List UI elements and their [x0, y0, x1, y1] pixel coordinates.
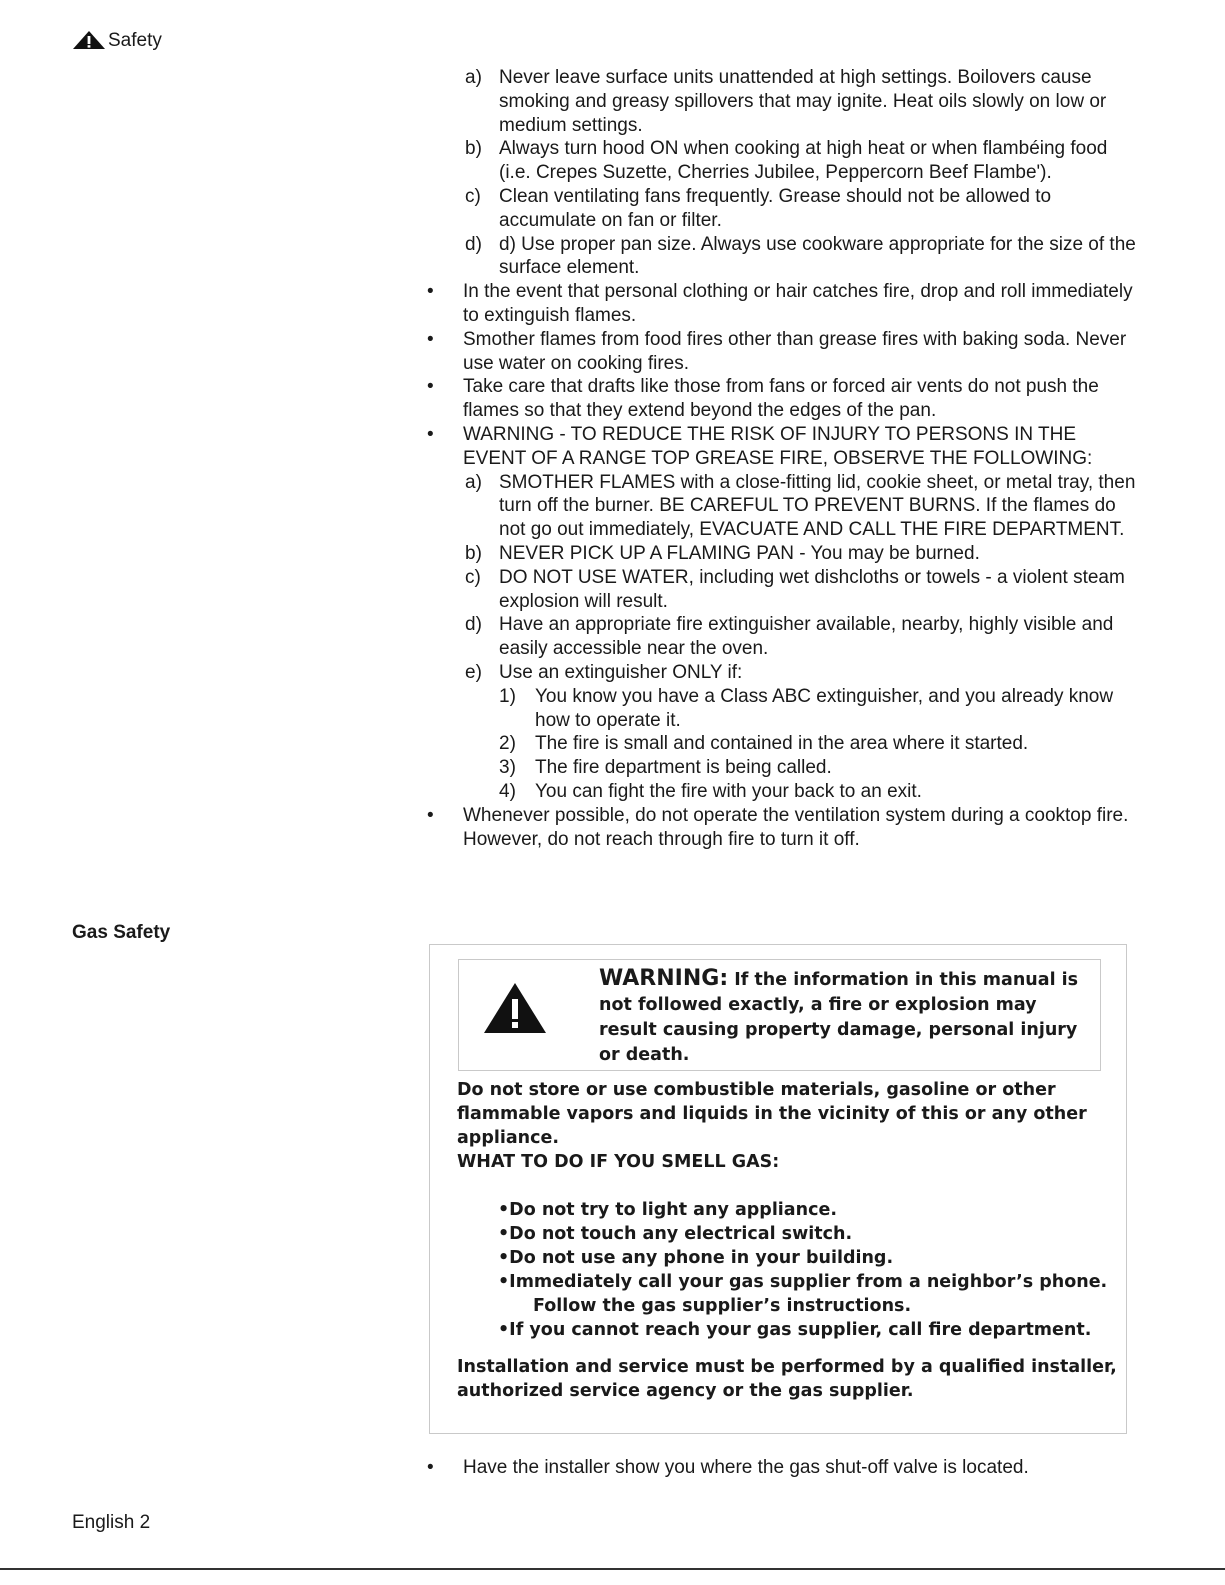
page-header-title: Safety	[108, 30, 162, 51]
bullet-item	[423, 375, 1143, 423]
warning-triangle-icon	[483, 982, 547, 1034]
gas-warning-box	[429, 944, 1127, 1434]
list-item: •Immediately call your gas supplier from a neighbor’s phone.	[498, 1272, 1108, 1292]
list-item	[423, 66, 1143, 137]
item-marker: 4)	[499, 780, 516, 802]
bullet-item	[423, 280, 1143, 328]
bullet-marker: •	[427, 423, 434, 445]
page-footer: English 2	[72, 1512, 151, 1533]
list-item: •Do not touch any electrical switch.	[498, 1224, 853, 1244]
list-item	[423, 137, 1143, 185]
page-bottom-rule	[0, 1568, 1225, 1570]
list-item	[423, 185, 1143, 233]
list-item: •If you cannot reach your gas supplier, call fire department.	[498, 1320, 1092, 1340]
item-marker: b)	[465, 542, 482, 564]
warning-body: If the information in this manual is not followed exactly, a fire or explosion may result causing property damage, personal injury or death.	[599, 970, 1079, 1065]
item-marker: c)	[465, 185, 481, 207]
bullet-text: Whenever possible, do not operate the ventilation system during a cooktop fire. However, do not reach through fire to turn it off.	[463, 804, 1129, 850]
safety-list	[423, 66, 1143, 851]
bullet-text: WARNING - TO REDUCE THE RISK OF INJURY TO PERSONS IN THE EVENT OF A RANGE TOP GREASE FIRE, OBSERVE THE FOLLOWING:	[463, 423, 1093, 469]
bullet-marker: •	[427, 1457, 434, 1478]
numbered-item	[423, 685, 1143, 733]
list-item: •Do not try to light any appliance.	[498, 1200, 837, 1220]
warning-label: WARNING:	[599, 966, 729, 991]
item-text: Never leave surface units unattended at high settings. Boilovers cause smoking and greasy spillovers that may ignite. Heat oils slowly on low or medium settings.	[499, 67, 1107, 136]
item-marker: 3)	[499, 757, 516, 779]
bullet-item	[423, 328, 1143, 376]
item-marker: 2)	[499, 733, 516, 755]
item-marker: a)	[465, 471, 482, 493]
list-item	[423, 613, 1143, 661]
smell-gas-heading: WHAT TO DO IF YOU SMELL GAS:	[457, 1152, 780, 1172]
item-text: SMOTHER FLAMES with a close-fitting lid, cookie sheet, or metal tray, then turn off the burner. BE CAREFUL TO PREVENT BURNS. If the flames do not go out immediately, EVACUATE AND CALL THE FIRE DEPARTMENT.	[499, 471, 1136, 541]
page-header	[72, 30, 162, 50]
list-item	[423, 542, 1143, 566]
warning-callout	[458, 959, 1101, 1071]
item-text: The fire is small and contained in the area where it started.	[535, 733, 1029, 755]
section-heading-gas-safety: Gas Safety	[72, 922, 171, 943]
numbered-item	[423, 780, 1143, 804]
list-item	[423, 661, 1143, 685]
bullet-text: Smother flames from food fires other than grease fires with baking soda. Never use water on cooking fires.	[463, 328, 1127, 374]
item-text: DO NOT USE WATER, including wet dishcloths or towels - a violent steam explosion will result.	[499, 566, 1125, 612]
installation-notice: Installation and service must be performed by a qualified installer, authorized service agency or the gas supplier.	[457, 1357, 1117, 1401]
item-marker: b)	[465, 138, 482, 160]
item-text: Have an appropriate fire extinguisher available, nearby, highly visible and easily accessible near the oven.	[499, 614, 1114, 660]
item-marker: e)	[465, 661, 482, 683]
bullet-marker: •	[427, 281, 434, 303]
item-marker: d)	[465, 233, 482, 255]
warning-message	[599, 966, 1099, 1068]
bullet-item	[423, 1456, 1143, 1480]
bullet-text: Take care that drafts like those from fans or forced air vents do not push the flames so that they extend beyond the edges of the pan.	[463, 376, 1099, 422]
list-item: Follow the gas supplier’s instructions.	[533, 1296, 912, 1316]
bullet-text: In the event that personal clothing or hair catches fire, drop and roll immediately to extinguish flames.	[463, 281, 1133, 326]
numbered-item	[423, 732, 1143, 756]
list-item	[423, 471, 1143, 542]
numbered-item	[423, 756, 1143, 780]
item-text: You can fight the fire with your back to an exit.	[535, 780, 922, 802]
bullet-item	[423, 804, 1143, 852]
item-marker: 1)	[499, 685, 516, 707]
list-item	[423, 566, 1143, 614]
item-text: Clean ventilating fans frequently. Grease should not be allowed to accumulate on fan or filter.	[499, 185, 1052, 231]
list-item: •Do not use any phone in your building.	[498, 1248, 894, 1268]
item-text: Use an extinguisher ONLY if:	[499, 661, 743, 683]
warning-triangle-icon	[72, 30, 106, 50]
item-text: You know you have a Class ABC extinguisher, and you already know how to operate it.	[535, 685, 1114, 731]
item-marker: d)	[465, 614, 482, 636]
item-text: The fire department is being called.	[535, 757, 832, 779]
item-marker: a)	[465, 67, 482, 88]
item-marker: c)	[465, 566, 481, 588]
bullet-item	[423, 423, 1143, 471]
item-text: d) Use proper pan size. Always use cookware appropriate for the size of the surface element.	[499, 233, 1136, 279]
bullet-text: Have the installer show you where the gas shut-off valve is located.	[463, 1457, 1029, 1478]
item-text: Always turn hood ON when cooking at high heat or when flambéing food (i.e. Crepes Suzette, Cherries Jubilee, Peppercorn Beef Flambe').	[499, 138, 1108, 184]
smell-gas-steps	[498, 1198, 1108, 1342]
storage-notice: Do not store or use combustible materials, gasoline or other flammable vapors and liquids in the vicinity of this or any other appliance.	[457, 1080, 1087, 1148]
bullet-marker: •	[427, 376, 434, 398]
list-item	[423, 233, 1143, 281]
bullet-marker: •	[427, 804, 434, 826]
item-text: NEVER PICK UP A FLAMING PAN - You may be burned.	[499, 542, 980, 564]
bullet-marker: •	[427, 328, 434, 350]
